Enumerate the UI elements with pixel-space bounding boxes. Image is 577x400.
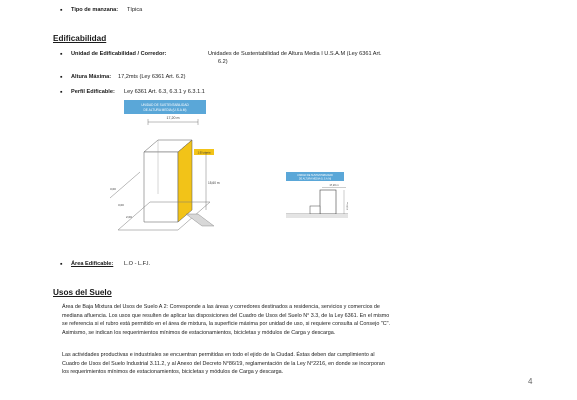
area-value: L.O - L.F.I. <box>124 261 151 267</box>
bullet: ▪ <box>60 7 63 14</box>
top-dim-label: 17,20 m <box>166 116 180 120</box>
perfil-label: Perfil Edificable: <box>71 89 115 95</box>
dim-label-1: 3,00 <box>110 187 116 191</box>
building-side-face <box>178 140 192 222</box>
perfil-value: Ley 6361 Art. 6.3, 6.3.1 y 6.3.1.1 <box>124 89 205 95</box>
bullet: ▪ <box>60 261 63 268</box>
section-element <box>310 206 320 214</box>
banner-line2: DE ALTURA MEDIA (U.S.A.M) <box>298 177 332 181</box>
unidad-value-line2: 6.2) <box>218 59 228 65</box>
unidad-label: Unidad de Edificabilidad / Corredor: <box>71 51 167 57</box>
height-dim-label: 15,60 m <box>208 181 220 185</box>
section-heading-edificabilidad: Edificabilidad <box>53 34 107 43</box>
usos-paragraph-2: Las actividades productivas e industriales se encuentran permitidas en todo el ejido de la Ciudad. Éstas deben dar cumplimiento al Cuadro de Usos del Suelo Industrial 3.11.2, y al Anexo del Decreto N°86/19, reglamentación de la Ley N°2216, en donde se incorporan los requerimientos mínimos de estacionamientos, bicicletas y módulos de Carga y descarga. <box>62 352 385 376</box>
top-dim-label: 17,20 m <box>329 184 339 187</box>
manzana-label: Tipo de manzana: <box>71 7 119 13</box>
depth-dim-line <box>110 172 140 198</box>
dim-label-2: 3,00 <box>118 203 124 207</box>
ground-fill <box>286 214 348 218</box>
side-dim-label: 13,50 m <box>347 202 349 210</box>
altura-label: Altura Máxima: <box>71 74 112 80</box>
building-front-face <box>144 152 178 222</box>
unidad-value-line1: Unidades de Sustentabilidad de Altura Media I U.S.A.M (Ley 6361 Art. <box>208 51 382 57</box>
bullet: ▪ <box>60 89 63 96</box>
banner-line1: UNIDAD DE SUSTENTABILIDAD <box>297 174 333 177</box>
bullet: ▪ <box>60 51 63 58</box>
page-number: 4 <box>528 377 533 386</box>
dim-label-3: 2,00 <box>126 215 132 219</box>
building-profile-diagram <box>100 98 230 248</box>
banner-line2: DE ALTURA MEDIA (U.S.A.M) <box>143 108 187 112</box>
usos-paragraph-1: Área de Baja Mixtura del Usos de Suelo A 2: Corresponde a las áreas y corredores destinados a residencia, servicios y comercios de mediana afluencia. Los usos que resulten de aplicar las disposiciones del Cuadro de Usos del Suelo N° 3.3, de la Ley 6361. En el mismo se referencia si el rubro está permitido en el área de mixtura, la superficie máxima por unidad de uso, si requiere consulta al Consejo "C". Asimismo, se indican los requerimientos mínimos de estacionamientos, bicicletas y módulos de Carga y descarga. <box>62 304 391 336</box>
banner-line1: UNIDAD DE SUSTENTABILIDAD <box>141 103 189 107</box>
sidewalk-strip <box>186 214 214 226</box>
manzana-value: Típica <box>127 7 143 13</box>
section-heading-usos: Usos del Suelo <box>53 288 112 297</box>
section-diagram <box>282 170 356 232</box>
bullet: ▪ <box>60 74 63 81</box>
altura-value: 17,2mts (Ley 6361 Art. 6.2) <box>118 74 186 80</box>
tag-label: 1:50 planta <box>197 151 211 155</box>
area-label: Área Edificable: <box>71 261 114 267</box>
section-building <box>320 190 336 214</box>
